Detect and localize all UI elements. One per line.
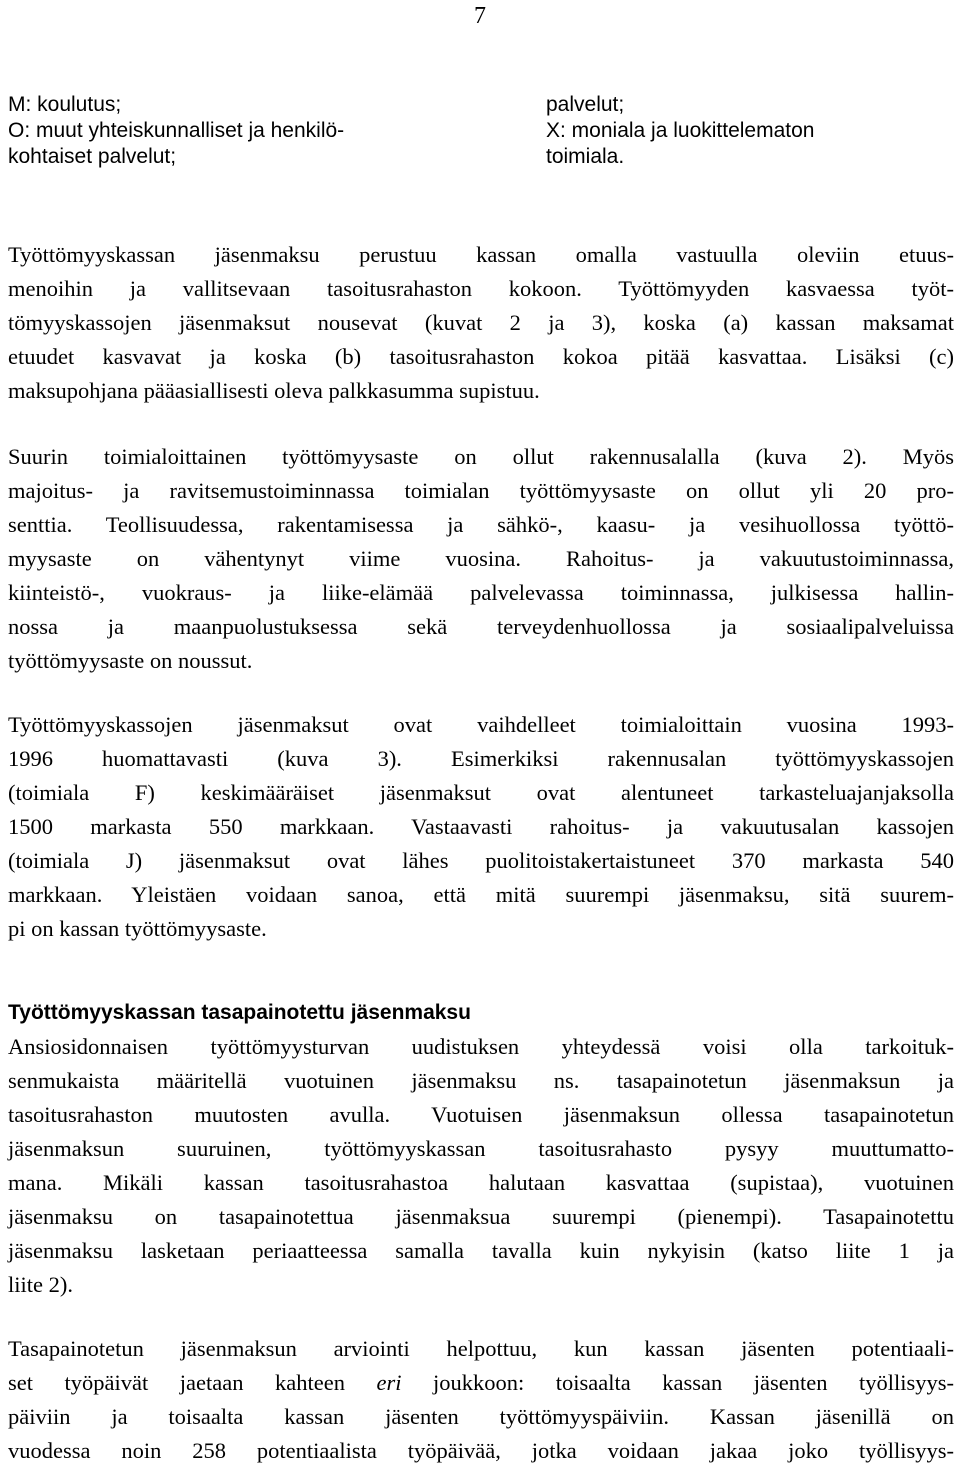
text-line: päiviin ja toisaalta kassan jäsenten työttömyyspäiviin. Kassan jäsenillä on [8,1404,954,1429]
legend-line: toimiala. [546,145,625,168]
text-line [8,1366,954,1400]
text-line: etuudet kasvavat ja koska (b) tasoitusrahaston kokoa pitää kasvattaa. Lisäksi (c) [8,344,954,369]
text-line: jäsenmaksun suuruinen, työttömyyskassan tasoitusrahasto pysyy muuttumatto- [8,1136,954,1161]
text-line: myysaste on vähentynyt viime vuosina. Rahoitus- ja vakuutustoiminnassa, [8,546,954,571]
text-line: tasoitusrahaston muutosten avulla. Vuotuisen jäsenmaksun ollessa tasapainotetun [8,1102,954,1127]
text-line: Suurin toimialoittainen työttömyysaste on ollut rakennusalalla (kuva 2). Myös [8,444,954,469]
text-line: tömyyskassojen jäsenmaksut nousevat (kuvat 2 ja 3), koska (a) kassan maksamat [8,310,954,335]
paragraph-gap [8,408,954,440]
paragraph-unemployment-by-industry [8,440,954,678]
legend-right-column [546,92,952,170]
text-run: set työpäivät jaetaan kahteen [8,1370,377,1395]
body-text [8,238,954,1468]
text-line: Työttömyyskassojen jäsenmaksut ovat vaihdelleet toimialoittain vuosina 1993- [8,712,954,737]
text-line: (toimiala F) keskimääräiset jäsenmaksut ovat alentuneet tarkasteluajanjaksolla [8,780,954,805]
page-number: 7 [474,3,486,29]
text-line: pi on kassan työttömyysaste. [8,916,267,941]
text-line: menoihin ja vallitsevaan tasoitusrahaston kokoon. Työttömyyden kasvaessa työt- [8,276,954,301]
paragraph-fee-estimation [8,1332,954,1468]
text-line: kiinteistö-, vuokraus- ja liike-elämää palvelevassa toiminnassa, julkisessa hallin- [8,580,954,605]
text-line: senmukaista määritellä vuotuinen jäsenmaksu ns. tasapainotetun jäsenmaksun ja [8,1068,954,1093]
paragraph-fee-variation [8,708,954,946]
paragraph-membership-fee-basis [8,238,954,408]
text-line: jäsenmaksu lasketaan periaatteessa samalla tavalla kuin nykyisin (katso liite 1 ja [8,1238,954,1263]
text-line: Tasapainotetun jäsenmaksun arviointi helpottuu, kun kassan jäsenten potentiaali- [8,1336,954,1361]
paragraph-gap [8,1302,954,1332]
text-line: 1996 huomattavasti (kuva 3). Esimerkiksi rakennusalan työttömyyskassojen [8,746,954,771]
text-run: joukkoon: toisaalta kassan jäsenten työllisyys- [401,1370,955,1395]
text-line: nossa ja maanpuolustuksessa sekä terveydenhuollossa ja sosiaalipalveluissa [8,614,954,639]
section-gap [8,946,954,998]
legend-line: M: koulutus; [8,93,122,116]
paragraph-gap [8,678,954,708]
legend-left-column [8,92,428,170]
text-line: jäsenmaksu on tasapainotettua jäsenmaksua suurempi (pienempi). Tasapainotettu [8,1204,954,1229]
text-line: Työttömyyskassan jäsenmaksu perustuu kassan omalla vastuulla oleviin etuus- [8,242,954,267]
text-line: Ansiosidonnaisen työttömyysturvan uudistuksen yhteydessä voisi olla tarkoituk- [8,1034,954,1059]
text-line: 1500 markasta 550 markkaan. Vastaavasti rahoitus- ja vakuutusalan kassojen [8,814,954,839]
text-line: (toimiala J) jäsenmaksut ovat lähes puolitoistakertaistuneet 370 markasta 540 [8,848,954,873]
legend-line: O: muut yhteiskunnalliset ja henkilö- [8,119,345,142]
text-line: majoitus- ja ravitsemustoiminnassa toimialan työttömyysaste on ollut yli 20 pro- [8,478,954,503]
text-line: maksupohjana pääasiallisesti oleva palkkasumma supistuu. [8,378,540,403]
paragraph-balanced-fee [8,1030,954,1302]
legend-line: kohtaiset palvelut; [8,145,177,168]
legend-line: palvelut; [546,93,625,116]
text-line: senttia. Teollisuudessa, rakentamisessa ja sähkö-, kaasu- ja vesihuollossa työttö- [8,512,954,537]
italic-word: eri [376,1370,402,1395]
text-line: vuodessa noin 258 potentiaalista työpäivää, jotka voidaan jakaa joko työllisyys- [8,1438,954,1463]
text-line: työttömyysaste on noussut. [8,648,253,673]
text-line: markkaan. Yleistäen voidaan sanoa, että mitä suurempi jäsenmaksu, sitä suurem- [8,882,954,907]
section-heading: Työttömyyskassan tasapainotettu jäsenmaksu [8,1001,471,1024]
legend-line: X: moniala ja luokittelematon [546,119,815,142]
text-line: liite 2). [8,1272,73,1297]
text-line: mana. Mikäli kassan tasoitusrahastoa halutaan kasvattaa (supistaa), vuotuinen [8,1170,954,1195]
